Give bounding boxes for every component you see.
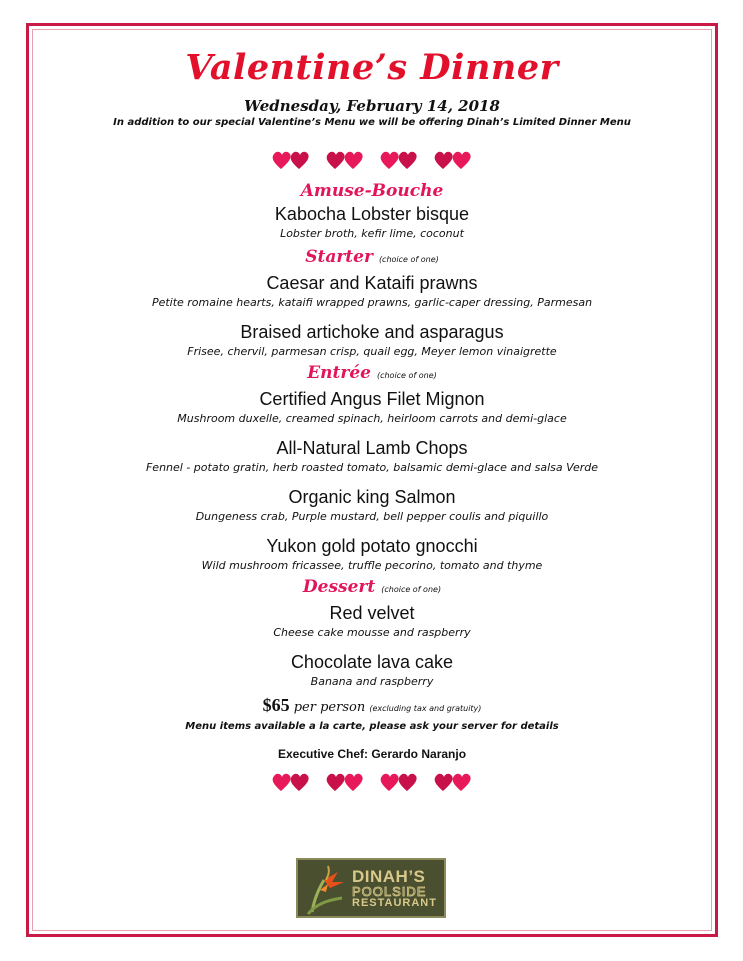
heart-pair-icon xyxy=(379,771,419,793)
dish-name: Chocolate lava cake xyxy=(290,652,454,672)
logo-line2: POOLSIDE xyxy=(352,883,427,899)
dish-name: Yukon gold potato gnocchi xyxy=(266,536,478,556)
menu-title: Valentine’s Dinner xyxy=(185,47,559,88)
hearts-divider-top xyxy=(40,146,704,174)
dish-name: Organic king Salmon xyxy=(288,487,456,507)
heart-pair-icon xyxy=(325,771,365,793)
choice-note: (choice of one) xyxy=(381,585,442,594)
section-title: Amuse-Bouche xyxy=(300,181,444,201)
section-amuse-bouche xyxy=(40,180,704,202)
price: $65 xyxy=(262,695,290,715)
section-title: Dessert xyxy=(302,577,376,597)
logo-line1: DINAH’S xyxy=(352,866,426,886)
dish-name: Kabocha Lobster bisque xyxy=(274,204,470,224)
restaurant-logo xyxy=(296,858,446,918)
dish-description: Dungeness crab, Purple mustard, bell pepper coulis and piquillo xyxy=(195,510,549,523)
dish-name: Caesar and Kataifi prawns xyxy=(266,273,478,293)
event-date: Wednesday, February 14, 2018 xyxy=(244,97,500,115)
a-la-carte-note: Menu items available a la carte, please ask your server for details xyxy=(185,721,559,732)
section-title: Entrée xyxy=(307,363,371,383)
menu-content xyxy=(40,46,704,796)
dish-description: Petite romaine hearts, kataifi wrapped prawns, garlic-caper dressing, Parmesan xyxy=(151,296,593,309)
per-person: per person xyxy=(293,700,366,715)
section-dessert xyxy=(40,576,704,601)
dish-name: Braised artichoke and asparagus xyxy=(240,322,504,342)
hearts-divider-bottom xyxy=(40,768,704,796)
dish-name: Certified Angus Filet Mignon xyxy=(259,389,485,409)
choice-note: (choice of one) xyxy=(376,371,437,380)
heart-pair-icon xyxy=(271,771,311,793)
executive-chef: Executive Chef: Gerardo Naranjo xyxy=(277,747,467,761)
heart-pair-icon xyxy=(271,149,311,171)
choice-note: (choice of one) xyxy=(378,255,439,264)
dish-name: Red velvet xyxy=(329,603,415,623)
dish-description: Cheese cake mousse and raspberry xyxy=(273,626,471,639)
dish-description: Fennel - potato gratin, herb roasted tomato, balsamic demi-glace and salsa Verde xyxy=(145,461,599,474)
price-line xyxy=(40,694,704,720)
dish-description: Frisee, chervil, parmesan crisp, quail egg, Meyer lemon vinaigrette xyxy=(187,345,557,358)
dish-description: Banana and raspberry xyxy=(310,675,434,688)
section-starter xyxy=(40,246,704,271)
dish-name: All-Natural Lamb Chops xyxy=(276,438,468,458)
dish-description: Wild mushroom fricassee, truffle pecorino, tomato and thyme xyxy=(201,559,543,572)
heart-pair-icon xyxy=(379,149,419,171)
heart-pair-icon xyxy=(325,149,365,171)
bird-of-paradise-icon xyxy=(298,860,350,916)
logo-line3: RESTAURANT xyxy=(352,896,437,909)
section-entree xyxy=(40,362,704,387)
tax-note: (excluding tax and gratuity) xyxy=(369,704,482,713)
logo-wordmark xyxy=(350,860,444,916)
heart-pair-icon xyxy=(433,771,473,793)
heart-pair-icon xyxy=(433,149,473,171)
dish-description: Lobster broth, kefir lime, coconut xyxy=(280,227,464,240)
section-title: Starter xyxy=(305,247,373,267)
intro-text: In addition to our special Valentine’s Menu we will be offering Dinah’s Limited Dinner Menu xyxy=(113,117,631,128)
dish-description: Mushroom duxelle, creamed spinach, heirloom carrots and demi-glace xyxy=(177,412,567,425)
